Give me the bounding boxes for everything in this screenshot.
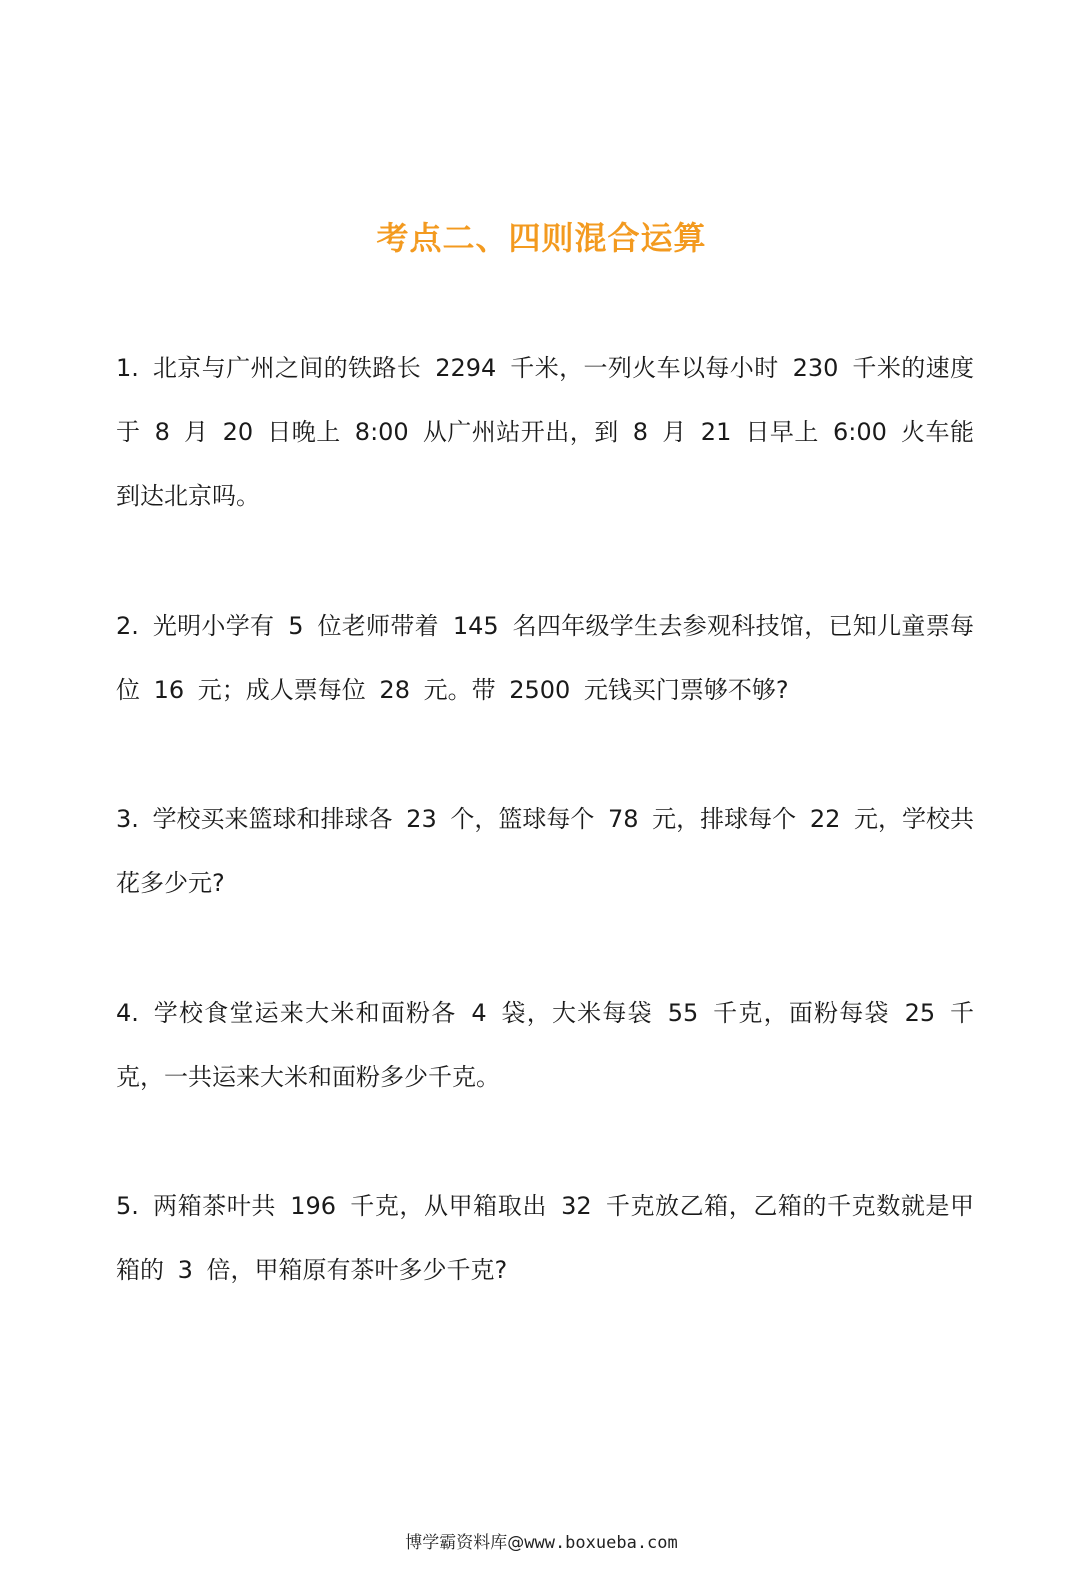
question-2: 2. 光明小学有 5 位老师带着 145 名四年级学生去参观科技馆，已知儿童票每位 16 元；成人票每位 28 元。带 2500 元钱买门票够不够? [116,612,974,704]
footer-site: www.boxueba.com [524,1533,678,1553]
question-4: 4. 学校食堂运来大米和面粉各 4 袋，大米每袋 55 千克，面粉每袋 25 千克，一共运来大米和面粉多少千克。 [116,999,974,1091]
footer-watermark [0,1528,1083,1558]
question-5: 5. 两箱茶叶共 196 千克，从甲箱取出 32 千克放乙箱，乙箱的千克数就是甲箱的 3 倍，甲箱原有茶叶多少千克? [116,1192,974,1284]
question-3: 3. 学校买来篮球和排球各 23 个，篮球每个 78 元，排球每个 22 元，学校共花多少元? [116,805,974,897]
page-title: 考点二、四则混合运算 [376,219,707,257]
footer-label: 博学霸资料库@ [405,1533,525,1553]
question-1: 1. 北京与广州之间的铁路长 2294 千米，一列火车以每小时 230 千米的速度于 8 月 20 日晚上 8:00 从广州站开出，到 8 月 21 日早上 6:00 火车能到达北京吗。 [116,354,974,510]
